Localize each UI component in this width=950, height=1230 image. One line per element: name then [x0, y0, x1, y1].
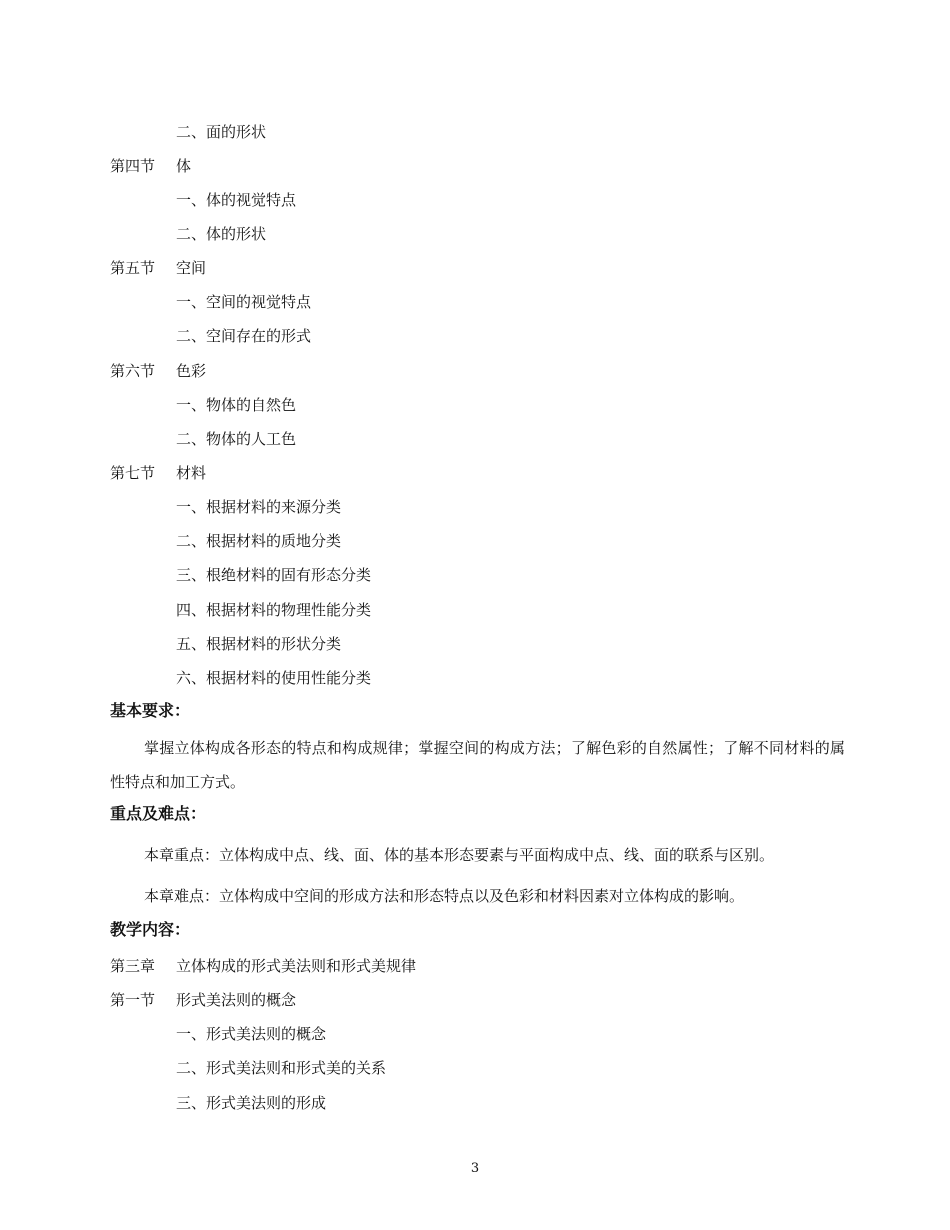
outline-item: 一、形式美法则的概念 [176, 1025, 327, 1043]
section-title: 材料 [176, 464, 207, 482]
outline-item: 二、物体的人工色 [176, 430, 297, 448]
outline-item: 二、空间存在的形式 [176, 327, 312, 345]
key-points-heading: 重点及难点： [110, 804, 207, 823]
section-heading-6 [110, 361, 206, 381]
outline-item: 三、形式美法则的形成 [176, 1094, 327, 1112]
section-title: 空间 [176, 259, 207, 277]
page-number: 3 [470, 1161, 480, 1176]
outline-item: 一、体的视觉特点 [176, 191, 297, 209]
outline-item: 六、根据材料的使用性能分类 [176, 669, 372, 687]
section-heading-4 [110, 156, 191, 176]
outline-item: 二、面的形状 [176, 123, 267, 141]
outline-item: 三、根绝材料的固有形态分类 [176, 566, 372, 584]
section-number: 第四节 [110, 157, 156, 175]
section-title: 形式美法则的概念 [176, 991, 297, 1009]
chapter-number: 第三章 [110, 957, 156, 975]
outline-item: 一、根据材料的来源分类 [176, 498, 342, 516]
outline-item: 二、根据材料的质地分类 [176, 532, 342, 550]
requirements-heading: 基本要求： [110, 701, 191, 720]
section-number: 第七节 [110, 464, 156, 482]
section-number: 第一节 [110, 991, 156, 1009]
section-heading-1 [110, 990, 296, 1010]
section-title: 色彩 [176, 362, 207, 380]
section-number: 第五节 [110, 259, 156, 277]
chapter-title: 立体构成的形式美法则和形式美规律 [176, 957, 417, 975]
outline-item: 一、空间的视觉特点 [176, 293, 312, 311]
section-heading-5 [110, 258, 206, 278]
outline-item: 五、根据材料的形状分类 [176, 635, 342, 653]
outline-item: 一、物体的自然色 [176, 396, 297, 414]
outline-item: 四、根据材料的物理性能分类 [176, 601, 372, 619]
outline-item: 二、体的形状 [176, 225, 267, 243]
content-heading: 教学内容： [110, 920, 191, 939]
section-number: 第六节 [110, 362, 156, 380]
key-point-paragraph: 本章重点：立体构成中点、线、面、体的基本形态要素与平面构成中点、线、面的联系与区别。 [144, 846, 775, 864]
chapter-heading [110, 956, 416, 976]
difficult-point-paragraph: 本章难点：立体构成中空间的形成方法和形态特点以及色彩和材料因素对立体构成的影响。 [144, 887, 745, 905]
outline-item: 二、形式美法则和形式美的关系 [176, 1059, 387, 1077]
requirements-paragraph: 掌握立体构成各形态的特点和构成规律；掌握空间的构成方法；了解色彩的自然属性；了解不同材料的属性特点和加工方式。 [110, 739, 845, 791]
section-title: 体 [176, 157, 192, 175]
section-heading-7 [110, 463, 206, 483]
